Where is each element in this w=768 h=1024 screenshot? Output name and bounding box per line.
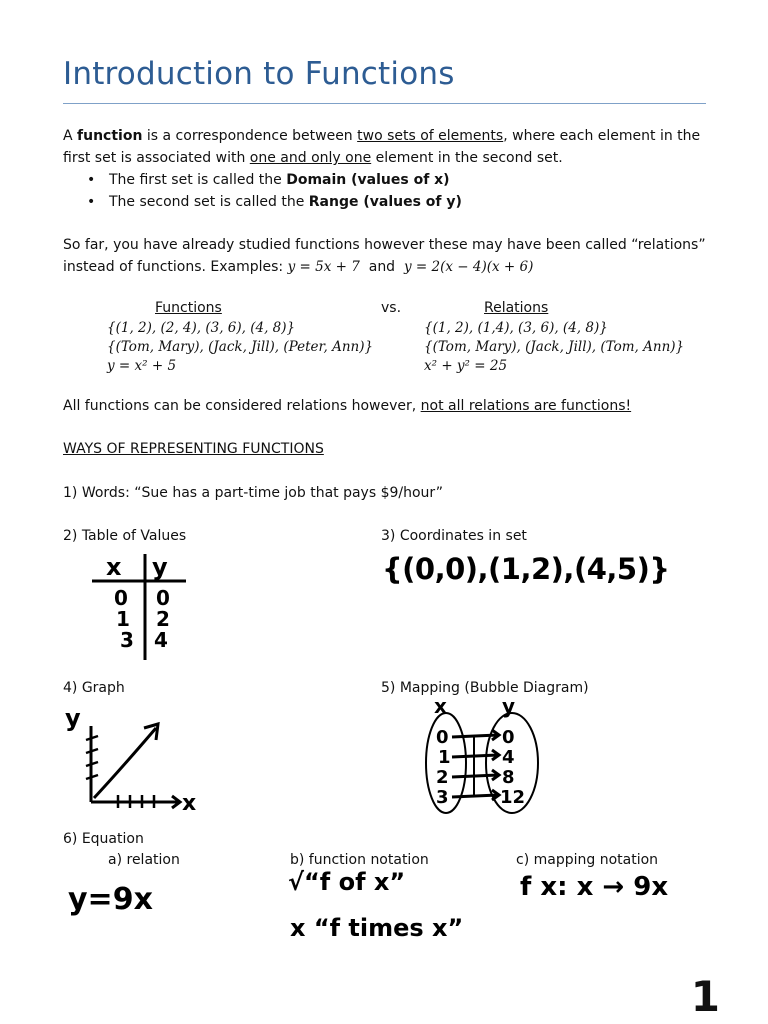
relations-header: Relations xyxy=(484,300,549,316)
way-equation-label: 6) Equation xyxy=(63,831,144,847)
way-table-label: 2) Table of Values xyxy=(63,528,187,544)
way-mapping-label: 5) Mapping (Bubble Diagram) xyxy=(381,680,589,696)
table-cell: 1 xyxy=(116,607,130,631)
graph-sketch xyxy=(60,700,210,812)
coordinate-set-sketch: {(0,0),(1,2),(4,5)} xyxy=(382,552,670,586)
table-cell: 0 xyxy=(114,586,128,610)
functions-examples xyxy=(107,319,373,376)
page-title: Introduction to Functions xyxy=(63,56,455,92)
table-cell: 3 xyxy=(120,628,134,652)
domain-value: 0 xyxy=(436,727,449,748)
example-eq2: y = 2(x − 4)(x + 6) xyxy=(403,259,534,275)
relation-example: x² + y² = 25 xyxy=(424,358,508,374)
p1-text-b: is a correspondence between xyxy=(142,128,358,144)
bullet-range-text: The second set is called the xyxy=(109,194,309,210)
bullet-range-bold: Range (values of y) xyxy=(308,194,462,210)
equation-function-sketch-2: x “f times x” xyxy=(290,914,464,942)
domain-value: 2 xyxy=(436,767,449,788)
table-header-y: y xyxy=(152,553,168,581)
mapping-diagram-sketch xyxy=(418,695,548,817)
range-value: 12 xyxy=(500,787,526,808)
relations-line1: So far, you have already studied functions however these may have been called “relations” xyxy=(63,237,706,253)
table-header-x: x xyxy=(106,553,122,581)
graph-y-label: y xyxy=(65,704,81,732)
p1-two-sets: two sets of elements xyxy=(357,128,504,144)
relations-examples xyxy=(424,319,684,376)
relations-paragraph xyxy=(63,234,713,278)
eq-mapping-label: c) mapping notation xyxy=(516,852,659,868)
domain-value: 3 xyxy=(436,787,449,808)
relations-line2: instead of functions. Examples: xyxy=(63,259,288,275)
p1-text-d: first set is associated with xyxy=(63,150,250,166)
function-example: {(Tom, Mary), (Jack, Jill), (Peter, Ann)} xyxy=(107,339,374,355)
way-coords-label: 3) Coordinates in set xyxy=(381,528,527,544)
graph-line xyxy=(94,728,156,798)
example-eq1: y = 5x + 7 xyxy=(287,259,360,275)
way-graph-label: 4) Graph xyxy=(63,680,125,696)
p1-one-only: one and only one xyxy=(249,150,372,166)
table-cell: 0 xyxy=(156,586,170,610)
bullet-range xyxy=(63,191,713,213)
mapping-arrow xyxy=(452,750,499,760)
mapping-arrow xyxy=(452,770,499,780)
p1-text-a: A xyxy=(63,128,78,144)
table-cell: 4 xyxy=(154,628,168,652)
equation-relation-sketch: y=9x xyxy=(68,882,153,917)
p1-text-e: element in the second set. xyxy=(371,150,563,166)
range-value: 4 xyxy=(502,747,515,768)
graph-x-label: x xyxy=(182,791,197,812)
vs-label: vs. xyxy=(381,300,402,316)
domain-value: 1 xyxy=(438,747,451,768)
equation-mapping-sketch: f x: x → 9x xyxy=(520,872,669,902)
bullet-domain xyxy=(63,169,713,191)
table-cell: 2 xyxy=(156,607,170,631)
ways-heading: WAYS OF REPRESENTING FUNCTIONS xyxy=(63,441,324,457)
way-words: 1) Words: “Sue has a part-time job that pays $9/hour” xyxy=(63,485,444,501)
functions-header: Functions xyxy=(155,300,222,316)
title-divider xyxy=(63,103,706,104)
equation-function-sketch-1: √“f of x” xyxy=(288,868,406,896)
p1-text-c: , where each element in the xyxy=(503,128,701,144)
not-all-relations: not all relations are functions! xyxy=(420,398,632,414)
and-word: and xyxy=(368,259,396,275)
function-example: {(1, 2), (2, 4), (3, 6), (4, 8)} xyxy=(107,320,296,336)
range-value: 8 xyxy=(502,767,515,788)
mapping-arrow xyxy=(452,730,499,740)
function-example: y = x² + 5 xyxy=(107,358,177,374)
bullet-domain-text: The first set is called the xyxy=(109,172,287,188)
relation-example: {(1, 2), (1,4), (3, 6), (4, 8)} xyxy=(424,320,608,336)
all-functions-text: All functions can be considered relations however, xyxy=(63,398,421,414)
relation-example: {(Tom, Mary), (Jack, Jill), (Tom, Ann)} xyxy=(424,339,685,355)
domain-range-list xyxy=(63,169,713,213)
range-value: 0 xyxy=(502,727,515,748)
eq-function-label: b) function notation xyxy=(290,852,429,868)
mapping-x-label: x xyxy=(434,695,447,718)
p1-function-term: function xyxy=(77,128,143,144)
bullet-domain-bold: Domain (values of x) xyxy=(286,172,450,188)
definition-paragraph xyxy=(63,125,713,213)
mapping-y-label: y xyxy=(502,695,516,718)
table-of-values-sketch xyxy=(88,550,198,665)
page-number: 1 xyxy=(690,972,720,1021)
eq-relation-label: a) relation xyxy=(108,852,180,868)
all-functions-statement xyxy=(63,398,631,414)
